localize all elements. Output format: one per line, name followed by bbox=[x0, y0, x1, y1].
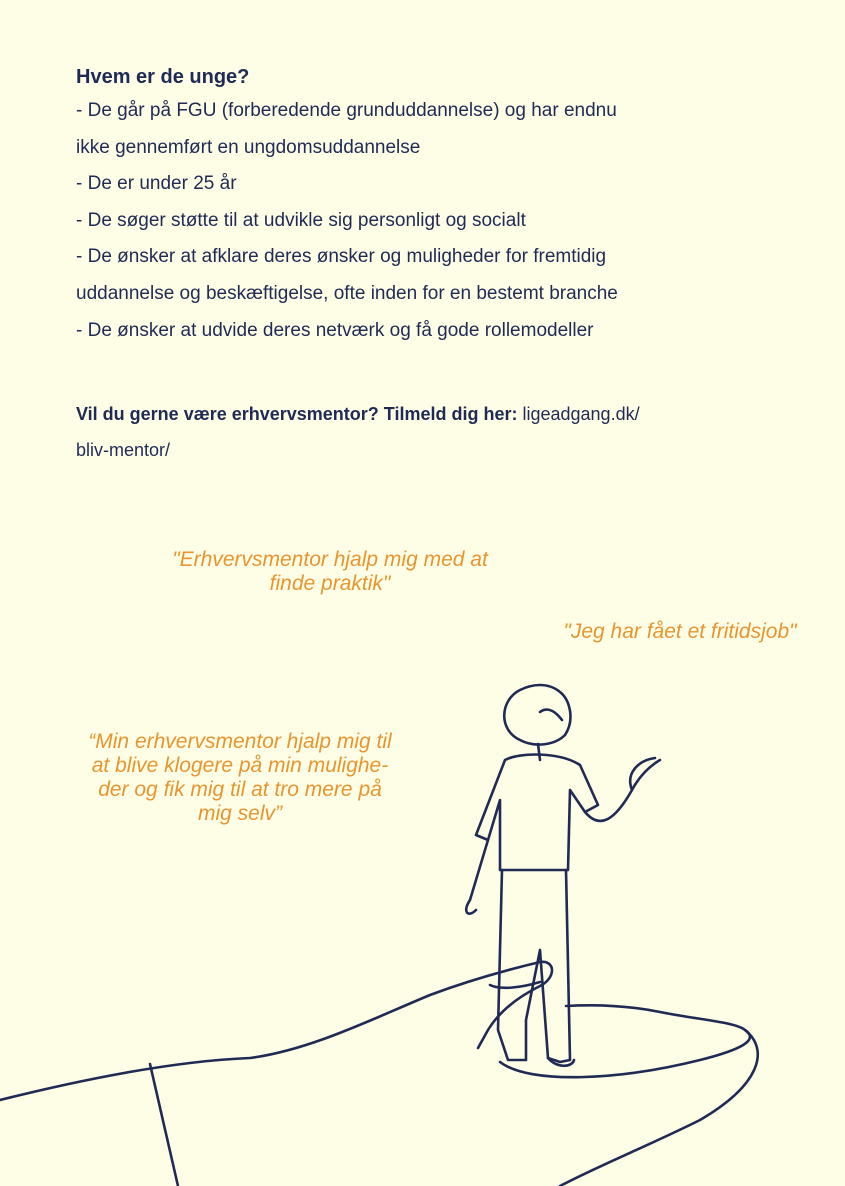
list-item: - De ønsker at afklare deres ønsker og muligheder for fremtidig bbox=[76, 246, 607, 268]
signup-link-cont[interactable]: bliv-mentor/ bbox=[76, 440, 171, 460]
quote-praktik bbox=[140, 548, 520, 596]
person-neck bbox=[538, 744, 540, 760]
list-item: - De søger støtte til at udvikle sig personligt og socialt bbox=[76, 209, 526, 231]
hand-lower-edge bbox=[560, 1030, 758, 1186]
quote-line: mig selv” bbox=[197, 802, 282, 825]
hand-outline bbox=[0, 962, 552, 1100]
list-item: - De går på FGU (forberedende grunduddannelse) og har endnu bbox=[76, 100, 617, 121]
person-legs bbox=[498, 870, 570, 1062]
person-torso bbox=[476, 755, 598, 870]
person-head bbox=[504, 685, 570, 745]
quote-line: finde praktik" bbox=[269, 572, 391, 595]
person-left-arm bbox=[466, 840, 488, 914]
section-heading: Hvem er de unge? bbox=[76, 66, 250, 88]
cta-text: Vil du gerne være erhvervsmentor? Tilmeld dig her: bbox=[76, 404, 518, 424]
quote-line: “Min erhvervsmentor hjalp mig til bbox=[88, 730, 392, 753]
list-item: uddannelse og beskæftigelse, ofte inden for en bestemt branche bbox=[76, 282, 618, 304]
sleeve-cuff bbox=[150, 1064, 178, 1186]
signup-link[interactable]: ligeadgang.dk/ bbox=[522, 404, 640, 424]
quote-line: at blive klogere på min mulighe- bbox=[91, 754, 389, 777]
person-raised-arm bbox=[585, 760, 660, 821]
palm-outline bbox=[500, 1005, 750, 1077]
person-hair bbox=[540, 710, 562, 720]
list-item: - De ønsker at udvide deres netværk og få gode rollemodeller bbox=[76, 319, 594, 341]
list-item: - De er under 25 år bbox=[76, 173, 237, 195]
quote-line: der og fik mig til at tro mere på bbox=[98, 778, 382, 801]
quote-line: "Erhvervsmentor hjalp mig med at bbox=[172, 548, 488, 571]
quote-line: "Jeg har fået et fritidsjob" bbox=[563, 620, 797, 643]
list-item: ikke gennemført en ungdomsuddannelse bbox=[76, 136, 421, 158]
quote-klogere bbox=[50, 730, 430, 826]
quote-fritidsjob bbox=[520, 620, 840, 644]
